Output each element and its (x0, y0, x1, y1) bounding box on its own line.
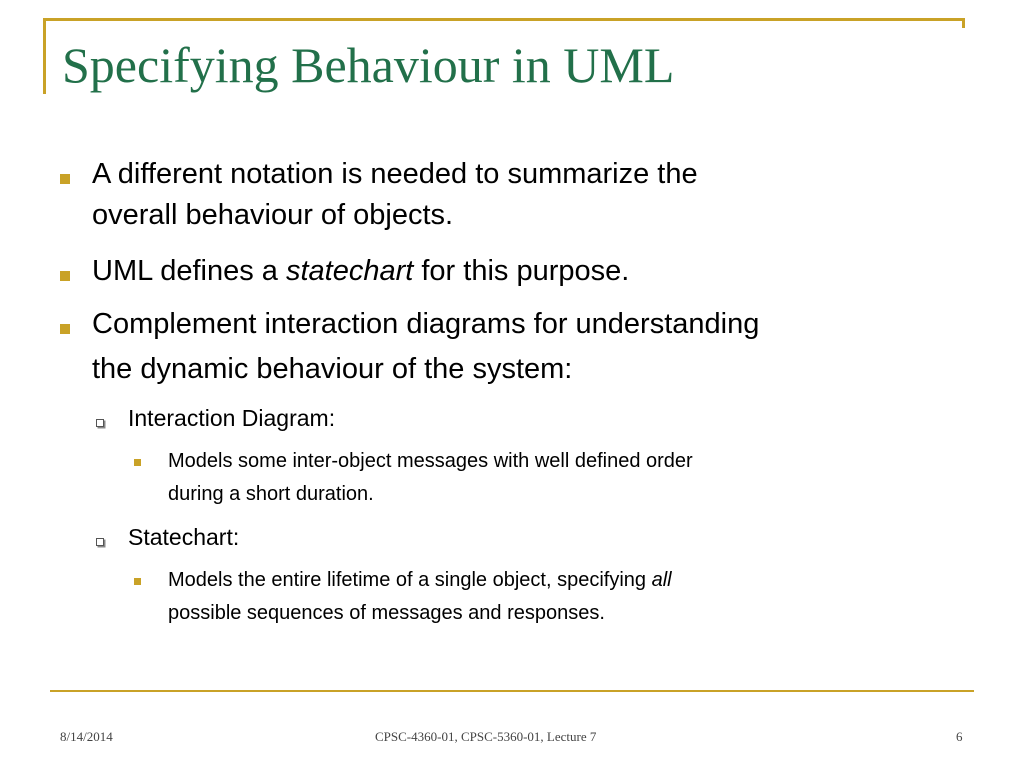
square-bullet-icon (60, 271, 70, 281)
bullet-2-emphasis: statechart (285, 255, 414, 287)
hollow-square-bullet-icon (96, 419, 104, 427)
square-bullet-icon (134, 578, 141, 585)
bullet-1-line-2: overall behaviour of objects. (92, 199, 454, 231)
sub-bullet-1-label: Interaction Diagram: (128, 405, 336, 431)
slide-title: Specifying Behaviour in UML (62, 37, 675, 93)
detail-2-line-1-pre: Models the entire lifetime of a single object, specifying (168, 569, 652, 591)
detail-2-emphasis: all (651, 569, 672, 591)
footer-course: CPSC-4360-01, CPSC-5360-01, Lecture 7 (375, 729, 597, 744)
hollow-square-bullet-icon (96, 538, 104, 546)
detail-1-line-1: Models some inter-object messages with well defined order (168, 450, 693, 472)
frame-top-border (43, 18, 965, 21)
bullet-2-text (92, 251, 629, 292)
bullet-2-pre: UML defines a (92, 255, 286, 287)
square-bullet-icon (60, 324, 70, 334)
footer-date: 8/14/2014 (60, 729, 113, 744)
detail-1-line-2: during a short duration. (168, 483, 374, 505)
sub-bullet-2-label: Statechart: (128, 524, 240, 550)
bullet-3-line-1: Complement interaction diagrams for understanding (92, 308, 760, 340)
frame-right-border (962, 18, 965, 28)
footer-divider (50, 690, 974, 692)
detail-2-line-1 (168, 564, 672, 596)
bullet-1-line-1: A different notation is needed to summarize the (92, 158, 698, 190)
square-bullet-icon (134, 459, 141, 466)
footer-page-number: 6 (956, 729, 963, 744)
bullet-2-post: for this purpose. (413, 255, 630, 287)
frame-left-border (43, 18, 46, 94)
bullet-3-line-2: the dynamic behaviour of the system: (92, 353, 573, 385)
square-bullet-icon (60, 174, 70, 184)
detail-2-line-2: possible sequences of messages and responses. (168, 602, 605, 624)
